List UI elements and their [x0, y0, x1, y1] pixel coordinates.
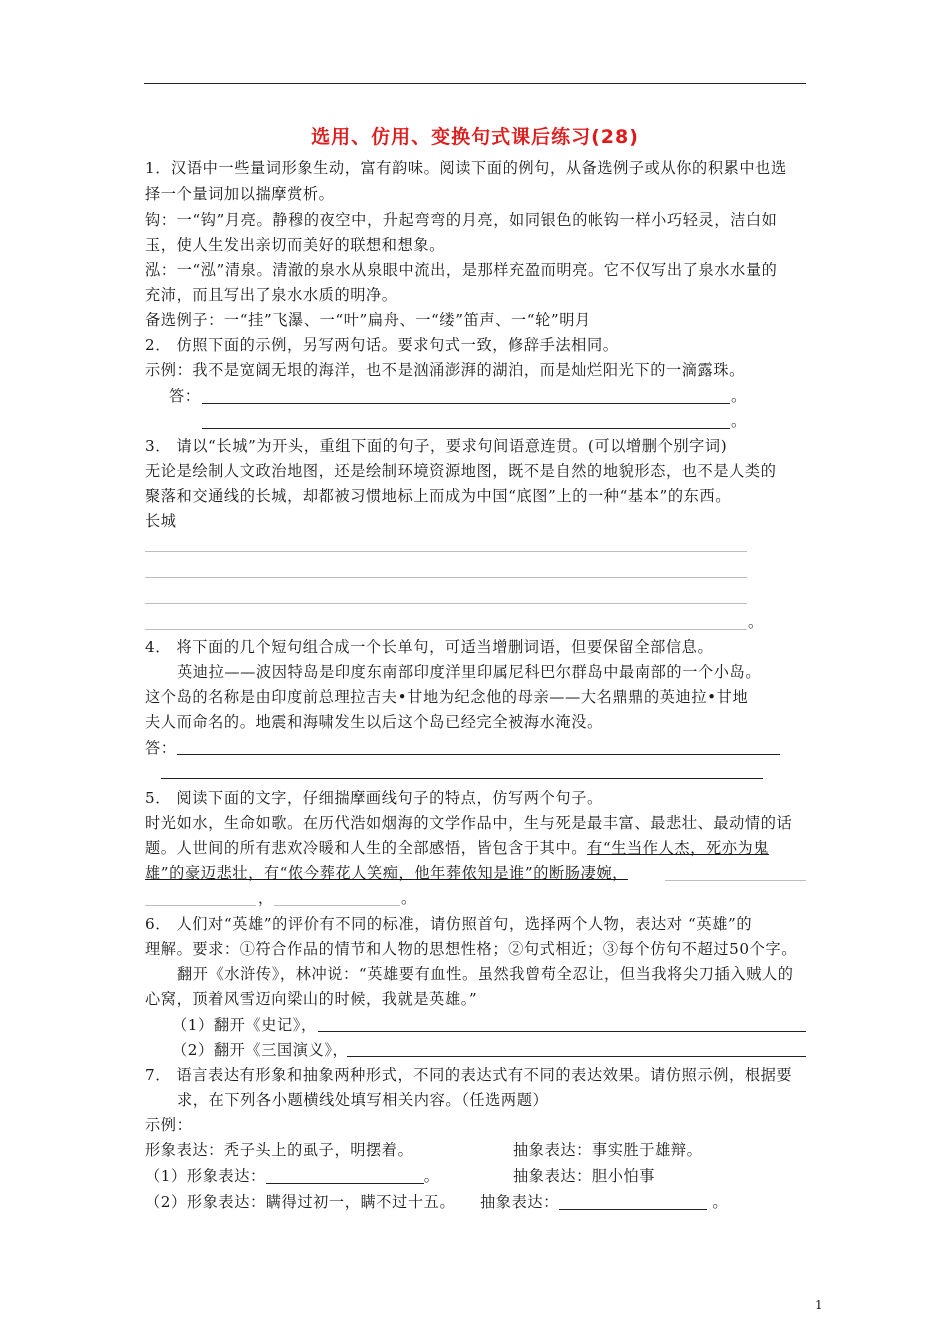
- q4-answer-line-1[interactable]: [177, 754, 780, 755]
- q3-text-line2: 聚落和交通线的长城，却都被习惯地标上而成为中国“底图”上的一种“基本”的东西。: [145, 487, 732, 505]
- q2-answer-end-2: 。: [731, 412, 747, 430]
- q6-item-2: （2）翻开《三国演义》，: [172, 1041, 349, 1059]
- q7-example-abstract: 抽象表达：事实胜于雄辩。: [513, 1141, 703, 1159]
- page-number: 1: [815, 1298, 823, 1312]
- q5-answer-blank-1b[interactable]: [145, 905, 256, 906]
- q4-answer-label: 答：: [145, 739, 177, 757]
- q5-text-line3: [145, 863, 628, 883]
- q5-underlined-sentence-end: 雄”的豪迈悲壮，有“侬今葬花人笑痴，他年葬侬知是谁”的断肠凄婉，: [145, 864, 628, 882]
- q1-options: 备选例子：一“挂”飞瀑、一“叶”扁舟、一“缕”笛声、一“轮”明月: [145, 311, 591, 329]
- q3-prompt: 3． 请以“长城”为开头，重组下面的句子，要求句间语意连贯。(可以增删个别字词): [145, 437, 728, 455]
- q4-answer-line-2[interactable]: [161, 778, 763, 779]
- q6-answer-line-2[interactable]: [347, 1056, 806, 1057]
- q7-item1-end: 。: [423, 1167, 440, 1185]
- q2-answer-label: 答：: [169, 387, 201, 405]
- q3-answer-end: 。: [748, 613, 764, 631]
- q3-answer-line-1[interactable]: [145, 551, 747, 552]
- q1-example1-line1: 钩：一“钩”月亮。静穆的夜空中，升起弯弯的月亮，如同银色的帐钩一样小巧轻灵，洁白如: [145, 211, 778, 229]
- q3-text-line1: 无论是绘制人文政治地图，还是绘制环境资源地图，既不是自然的地貌形态，也不是人类的: [145, 462, 777, 480]
- q3-answer-line-4[interactable]: [145, 629, 747, 630]
- q4-text-line1: 英迪拉——波因特岛是印度东南部印度洋里印属尼科巴尔群岛中最南部的一个小岛。: [177, 663, 762, 681]
- q6-answer-line-1[interactable]: [318, 1031, 806, 1032]
- q7-item2-concrete: （2）形象表达：瞒得过初一，瞒不过十五。: [145, 1193, 456, 1211]
- q2-answer-line-1[interactable]: [202, 403, 730, 404]
- q2-answer-end-1: 。: [731, 387, 747, 405]
- q6-text-line1: 翻开《水浒传》，林冲说：“英雄要有血性。虽然我曾苟全忍让，但当我将尖刀插入贼人的: [177, 965, 794, 983]
- q7-item2-end: 。: [706, 1193, 729, 1211]
- q7-prompt-line1: 7． 语言表达有形象和抽象两种形式，不同的表达式有不同的表达效果。请仿照示例，根据要: [145, 1066, 793, 1084]
- q5-text-line2-plain: 题。人世间的所有悲欢冷暖和人生的全部感悟，皆包含于其中。: [145, 839, 588, 857]
- q3-answer-line-3[interactable]: [145, 603, 747, 604]
- q7-prompt-line2: 求，在下列各小题横线处填写相关内容。（任选两题）: [177, 1091, 549, 1109]
- q7-example-concrete: 形象表达：秃子头上的虱子，明摆着。: [145, 1141, 414, 1159]
- q6-item-1: （1）翻开《史记》，: [172, 1016, 317, 1034]
- q5-separator: ，: [258, 889, 274, 907]
- q4-text-line3: 夫人而命名的。地震和海啸发生以后这个岛已经完全被海水淹没。: [145, 713, 603, 731]
- q4-prompt: 4． 将下面的几个短句组合成一个长单句，可适当增删词语，但要保留全部信息。: [145, 638, 714, 656]
- q6-prompt-line2: 理解。要求：①符合作品的情节和人物的思想性格；②句式相近；③每个仿句不超过50个字。: [145, 940, 798, 958]
- q1-example2-line2: 充沛，而且写出了泉水水质的明净。: [145, 286, 398, 304]
- q5-prompt: 5． 阅读下面的文字，仔细揣摩画线句子的特点，仿写两个句子。: [145, 789, 603, 807]
- q7-item2-label: 抽象表达：: [480, 1193, 559, 1211]
- q5-answer-end: 。: [401, 889, 417, 907]
- q6-prompt-line1: 6． 人们对“英雄”的评价有不同的标准，请仿照首句，选择两个人物，表达对 “英雄”的: [145, 915, 753, 933]
- q7-example-label: 示例：: [145, 1116, 193, 1134]
- page-title: 选用、仿用、变换句式课后练习(28): [311, 126, 639, 148]
- q7-item2-blank[interactable]: [559, 1193, 707, 1210]
- q2-answer-line-2[interactable]: [202, 428, 730, 429]
- q7-item2-abstract: [480, 1192, 728, 1212]
- q7-item1-blank[interactable]: [266, 1167, 424, 1184]
- q3-answer-line-2[interactable]: [145, 577, 747, 578]
- q2-example: 示例：我不是宽阔无垠的海洋，也不是汹涌澎湃的湖泊，而是灿烂阳光下的一滴露珠。: [145, 361, 745, 379]
- q7-item1-label: （1）形象表达：: [145, 1167, 266, 1185]
- q7-item1-abstract: 抽象表达：胆小怕事: [513, 1167, 656, 1185]
- header-rule: [144, 83, 806, 84]
- q1-example1-line2: 玉，使人生发出亲切而美好的联想和想象。: [145, 236, 445, 254]
- q5-answer-blank-2[interactable]: [274, 905, 400, 906]
- q1-prompt-line2: 择一个量词加以揣摩赏析。: [145, 185, 335, 203]
- q2-prompt: 2． 仿照下面的示例，另写两句话。要求句式一致，修辞手法相同。: [145, 336, 619, 354]
- q4-text-line2: 这个岛的名称是由印度前总理拉吉夫•甘地为纪念他的母亲——大名鼎鼎的英迪拉•甘地: [145, 688, 749, 706]
- q7-item1-concrete: [145, 1166, 440, 1186]
- q3-answer-start: 长城: [145, 512, 177, 530]
- q1-prompt-line1: 1．汉语中一些量词形象生动，富有韵味。阅读下面的例句，从备选例子或从你的积累中也选: [145, 159, 787, 177]
- q5-text-line1: 时光如水，生命如歌。在历代浩如烟海的文学作品中，生与死是最丰富、最悲壮、最动情的话: [145, 814, 793, 832]
- q1-example2-line1: 泓：一“泓”清泉。清澈的泉水从泉眼中流出，是那样充盈而明亮。它不仅写出了泉水水量的: [145, 261, 778, 279]
- q5-text-line2: [145, 838, 769, 858]
- q6-text-line2: 心窝，顶着风雪迈向梁山的时候，我就是英雄。”: [145, 990, 478, 1008]
- q5-answer-blank-1a[interactable]: [665, 880, 806, 881]
- q5-underlined-sentence-start: 有“生当作人杰，死亦为鬼: [587, 839, 770, 857]
